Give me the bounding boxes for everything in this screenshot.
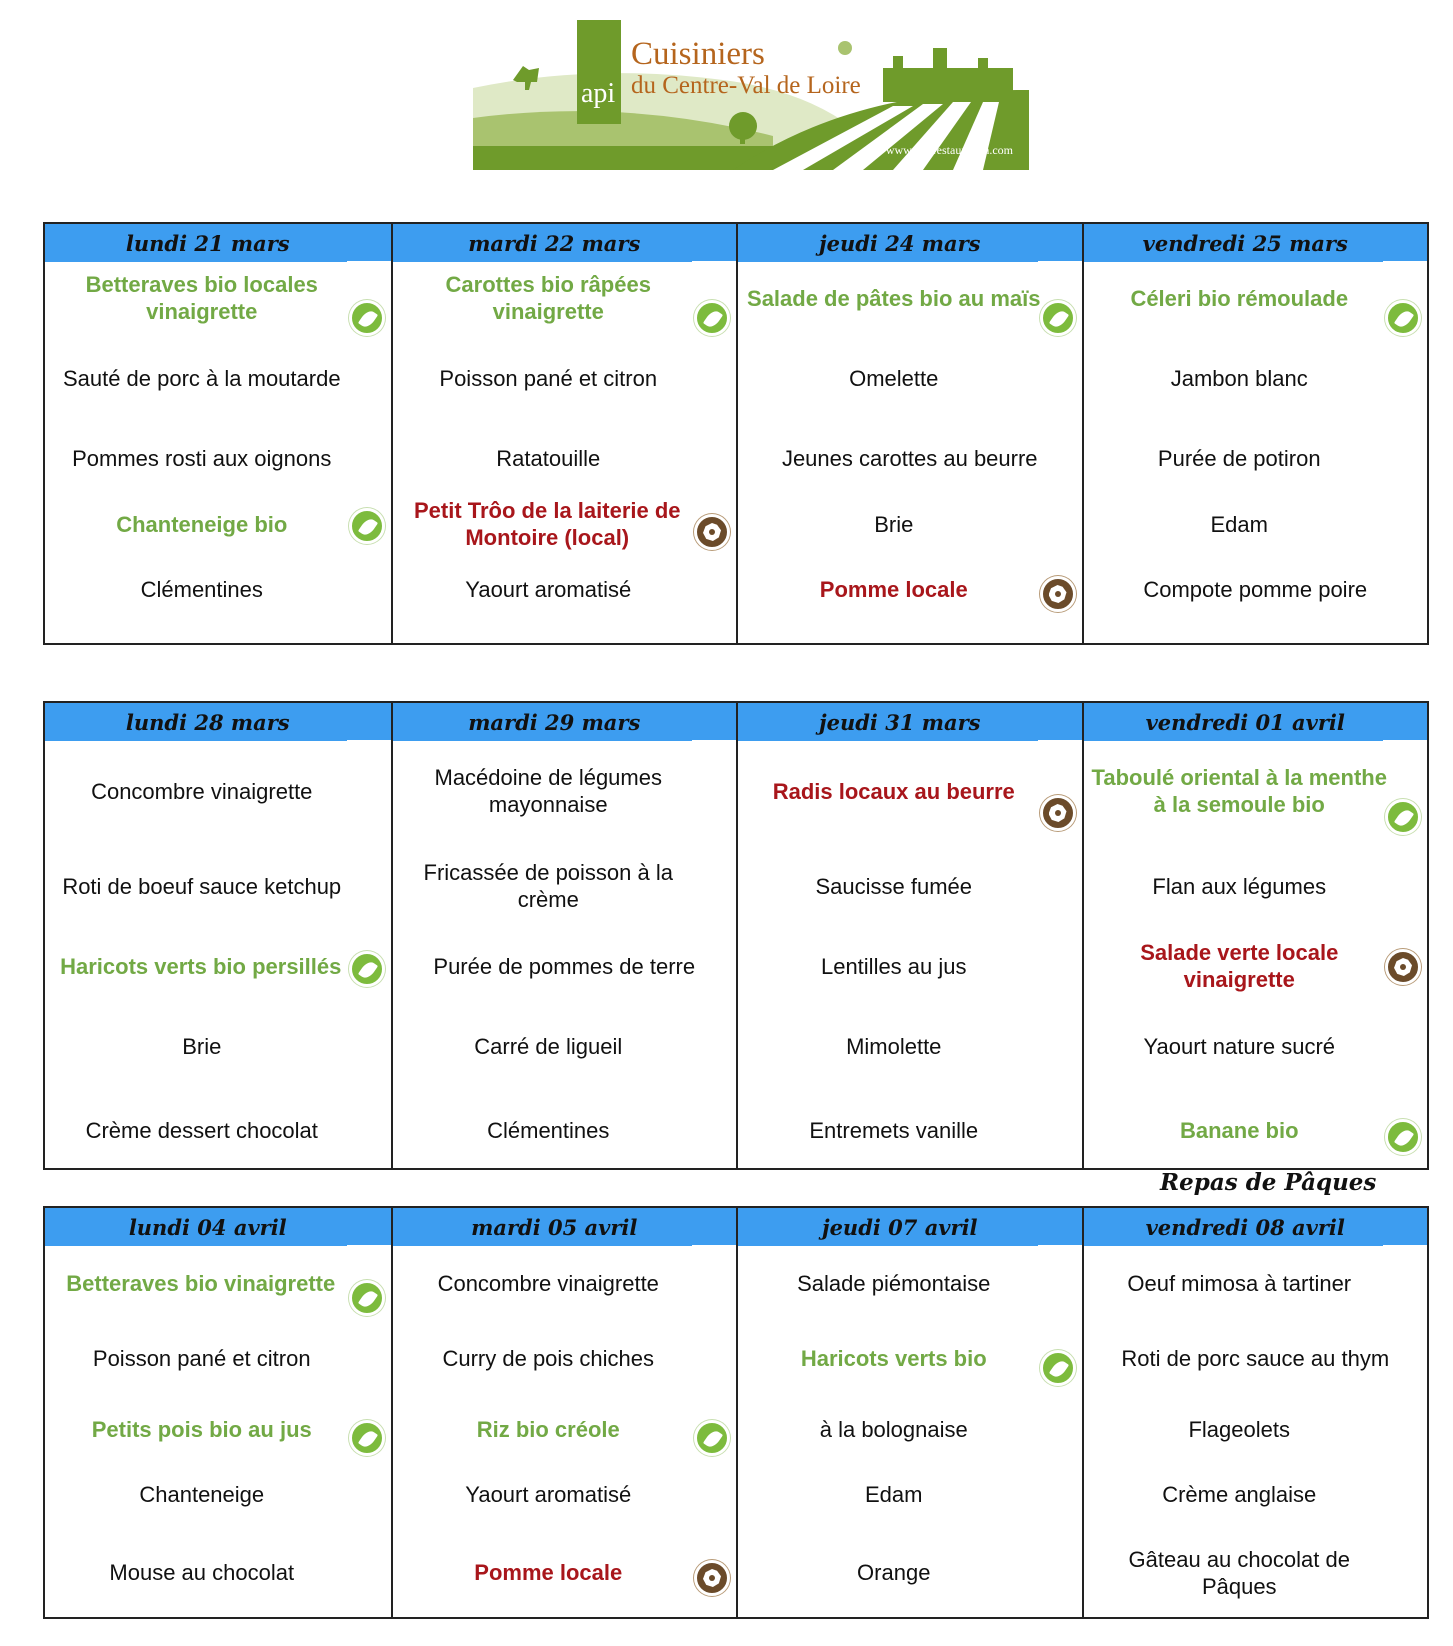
day-label: vendredi 08 avril: [1145, 1214, 1345, 1240]
menu-item: [45, 494, 391, 554]
menu-item: [45, 1091, 391, 1170]
day-label: jeudi 31 mars: [819, 709, 981, 735]
day-column: [736, 703, 1082, 1170]
menu-item: [1084, 841, 1428, 931]
menu-item: [393, 1246, 737, 1320]
day-label: mardi 22 mars: [468, 230, 641, 256]
day-column: [1082, 224, 1428, 643]
menu-item-text: Roti de porc sauce au thym: [1121, 1345, 1390, 1371]
day-column: [736, 1208, 1082, 1619]
week-table-3: [43, 1206, 1429, 1619]
local-product-icon: [694, 514, 730, 550]
organic-leaf-icon: [1385, 1119, 1421, 1155]
day-label: mardi 05 avril: [471, 1214, 638, 1240]
week-table-1: [43, 222, 1429, 645]
menu-item-text: Pomme locale: [474, 1560, 623, 1585]
menu-item-text: Crème anglaise: [1162, 1481, 1317, 1507]
day-column: [1082, 1208, 1428, 1619]
menu-item: [45, 334, 391, 422]
day-header: [738, 224, 1082, 262]
menu-item: [393, 494, 737, 554]
organic-leaf-icon: [1040, 300, 1076, 336]
menu-item-text: Chanteneige bio: [116, 511, 288, 537]
day-header: [738, 1208, 1082, 1246]
menu-item: [393, 1091, 737, 1170]
organic-leaf-icon: [1040, 1350, 1076, 1386]
day-header: [45, 224, 391, 262]
menu-item-text: Jeunes carottes au beurre: [781, 445, 1038, 471]
menu-item-text: Clémentines: [487, 1118, 610, 1143]
day-label: lundi 21 mars: [125, 230, 290, 256]
menu-item-text: Salade piémontaise: [797, 1270, 991, 1296]
day-label: lundi 28 mars: [125, 709, 290, 735]
menu-item-text: Riz bio créole: [476, 1416, 620, 1442]
menu-item-text: Lentilles au jus: [820, 953, 967, 979]
organic-leaf-icon: [349, 508, 385, 544]
day-column: [1082, 703, 1428, 1170]
day-header: [1084, 703, 1428, 741]
menu-item-text: Brie: [182, 1033, 222, 1059]
menu-item: [45, 422, 391, 494]
menu-item: [393, 741, 737, 841]
organic-leaf-icon: [694, 1420, 730, 1456]
menu-item: [738, 422, 1082, 494]
organic-leaf-icon: [1385, 300, 1421, 336]
menu-item: [393, 1320, 737, 1396]
menu-item: [738, 741, 1082, 841]
menu-item-text: Banane bio: [1179, 1118, 1299, 1143]
menu-item: [45, 841, 391, 931]
day-column: [736, 224, 1082, 643]
menu-item-text: Concombre vinaigrette: [91, 778, 313, 804]
menu-item-text: Mouse au chocolat: [109, 1560, 295, 1585]
organic-leaf-icon: [349, 1280, 385, 1316]
menu-item-text: Sauté de porc à la moutarde: [62, 365, 341, 391]
menu-item-text: Yaourt aromatisé: [465, 1481, 632, 1507]
local-product-icon: [1385, 949, 1421, 985]
menu-item-text: Ratatouille: [496, 445, 601, 471]
menu-item-text: Radis locaux au beurre: [772, 778, 1015, 804]
menu-item: [738, 1396, 1082, 1462]
menu-item: [45, 262, 391, 334]
menu-item: [738, 931, 1082, 1001]
day-label: jeudi 07 avril: [821, 1214, 978, 1240]
menu-item-text: Macédoine de légumes mayonnaise: [434, 765, 662, 817]
day-column: [391, 703, 737, 1170]
menu-item: [45, 1246, 391, 1320]
day-label: jeudi 24 mars: [819, 230, 981, 256]
menu-item: [45, 554, 391, 624]
menu-item: [738, 1320, 1082, 1396]
logo-url: www.api-restauration.com: [885, 143, 1013, 157]
menu-item-text: Purée de potiron: [1157, 445, 1321, 471]
menu-item-text: Haricots verts bio: [800, 1345, 987, 1371]
menu-item: [1084, 1246, 1428, 1320]
menu-item: [45, 1462, 391, 1526]
day-label: vendredi 01 avril: [1145, 709, 1345, 735]
menu-item-text: Compote pomme poire: [1143, 576, 1368, 602]
menu-item: [738, 841, 1082, 931]
menu-item-text: Pomme locale: [819, 576, 968, 602]
menu-item: [393, 1396, 737, 1462]
local-product-icon: [1040, 576, 1076, 612]
menu-item-text: Taboulé oriental à la menthe à la semoule bio: [1091, 765, 1387, 817]
menu-item-text: Clémentines: [140, 576, 263, 602]
logo-brand: Cuisiniers: [631, 36, 765, 72]
menu-item: [1084, 1091, 1428, 1170]
logo-api-mark: api: [581, 78, 616, 109]
menu-item: [45, 1526, 391, 1619]
organic-leaf-icon: [349, 1420, 385, 1456]
day-header: [1084, 1208, 1428, 1246]
menu-item: [738, 1091, 1082, 1170]
menu-item: [393, 1462, 737, 1526]
menu-item-text: Oeuf mimosa à tartiner: [1127, 1270, 1352, 1296]
menu-item-text: Carottes bio râpées vinaigrette: [445, 272, 651, 324]
menu-item-text: Roti de boeuf sauce ketchup: [62, 873, 342, 899]
menu-item: [1084, 741, 1428, 841]
menu-item: [738, 334, 1082, 422]
menu-item: [738, 262, 1082, 334]
menu-item-text: Fricassée de poisson à la crème: [423, 860, 673, 912]
menu-item: [1084, 494, 1428, 554]
menu-item-text: Mimolette: [846, 1033, 942, 1059]
day-header: [45, 703, 391, 741]
local-product-icon: [1040, 795, 1076, 831]
menu-item-text: Petits pois bio au jus: [91, 1416, 312, 1442]
local-product-icon: [694, 1560, 730, 1596]
menu-item-text: Chanteneige: [139, 1481, 265, 1507]
organic-leaf-icon: [694, 300, 730, 336]
day-label: vendredi 25 mars: [1142, 230, 1348, 256]
menu-item-text: Poisson pané et citron: [439, 365, 658, 391]
organic-leaf-icon: [1385, 799, 1421, 835]
menu-item: [738, 554, 1082, 624]
menu-item-text: Orange: [857, 1560, 931, 1585]
menu-item-text: Flan aux légumes: [1152, 873, 1327, 899]
menu-item-text: Yaourt aromatisé: [465, 576, 632, 602]
menu-item: [45, 1320, 391, 1396]
menu-item-text: Salade verte locale vinaigrette: [1140, 940, 1339, 992]
menu-item-text: Betteraves bio locales vinaigrette: [85, 272, 318, 324]
day-column: [45, 1208, 391, 1619]
menu-item: [393, 1001, 737, 1091]
menu-item: [45, 1001, 391, 1091]
menu-item: [738, 1001, 1082, 1091]
menu-item: [1084, 422, 1428, 494]
menu-item-text: Poisson pané et citron: [92, 1345, 311, 1371]
day-column: [391, 1208, 737, 1619]
menu-item: [45, 1396, 391, 1462]
menu-item-text: Curry de pois chiches: [442, 1345, 655, 1371]
menu-item: [1084, 554, 1428, 624]
menu-item-text: Purée de pommes de terre: [433, 953, 696, 979]
menu-item-text: Edam: [865, 1481, 923, 1507]
menu-item: [393, 841, 737, 931]
day-column: [45, 224, 391, 643]
menu-item-text: à la bolognaise: [819, 1416, 968, 1442]
day-label: mardi 29 mars: [468, 709, 641, 735]
day-label: lundi 04 avril: [128, 1214, 287, 1240]
organic-leaf-icon: [349, 951, 385, 987]
day-header: [1084, 224, 1428, 262]
menu-item: [738, 1462, 1082, 1526]
day-header: [738, 703, 1082, 741]
menu-item-text: Petit Trôo de la laiterie de Montoire (local): [413, 498, 681, 550]
menu-item-text: Céleri bio rémoulade: [1130, 285, 1349, 311]
menu-item: [738, 1526, 1082, 1619]
menu-item-text: Edam: [1210, 511, 1268, 537]
menu-item: [393, 422, 737, 494]
menu-item: [738, 494, 1082, 554]
menu-item: [1084, 931, 1428, 1001]
day-header: [393, 224, 737, 262]
menu-item: [1084, 1001, 1428, 1091]
menu-item-text: Crème dessert chocolat: [85, 1118, 318, 1143]
menu-item: [1084, 262, 1428, 334]
menu-item-text: Salade de pâtes bio au maïs: [747, 285, 1041, 311]
menu-item-text: Omelette: [849, 365, 939, 391]
day-column: [45, 703, 391, 1170]
menu-item-text: Betteraves bio vinaigrette: [66, 1270, 336, 1296]
day-header: [45, 1208, 391, 1246]
menu-item-text: Haricots verts bio persillés: [60, 953, 342, 979]
menu-item-text: Yaourt nature sucré: [1143, 1033, 1336, 1059]
menu-item: [1084, 1462, 1428, 1526]
menu-item: [393, 1526, 737, 1619]
day-header: [393, 703, 737, 741]
menu-item: [738, 1246, 1082, 1320]
menu-item-text: Brie: [874, 511, 914, 537]
menu-item-text: Saucisse fumée: [815, 873, 973, 899]
menu-item: [1084, 1320, 1428, 1396]
logo-subtitle: du Centre-Val de Loire: [631, 72, 861, 99]
menu-item-text: Gâteau au chocolat de Pâques: [1128, 1546, 1350, 1599]
week-table-2: [43, 701, 1429, 1170]
menu-item: [1084, 1526, 1428, 1619]
menu-item: [393, 334, 737, 422]
menu-item: [1084, 1396, 1428, 1462]
menu-item-text: Pommes rosti aux oignons: [72, 445, 332, 471]
organic-leaf-icon: [349, 300, 385, 336]
menu-item-text: Entremets vanille: [809, 1118, 979, 1143]
menu-item: [1084, 334, 1428, 422]
menu-item-text: Concombre vinaigrette: [437, 1270, 659, 1296]
day-header: [393, 1208, 737, 1246]
api-logo: [473, 18, 1029, 170]
day-column: [391, 224, 737, 643]
menu-item-text: Flageolets: [1188, 1416, 1290, 1442]
menu-item-text: Jambon blanc: [1170, 365, 1308, 391]
menu-item-text: Carré de ligueil: [474, 1033, 623, 1059]
menu-item: [45, 931, 391, 1001]
menu-item: [45, 741, 391, 841]
easter-meal-note: Repas de Pâques: [1160, 1169, 1377, 1196]
menu-item: [393, 262, 737, 334]
menu-item: [393, 554, 737, 624]
menu-item: [393, 931, 737, 1001]
